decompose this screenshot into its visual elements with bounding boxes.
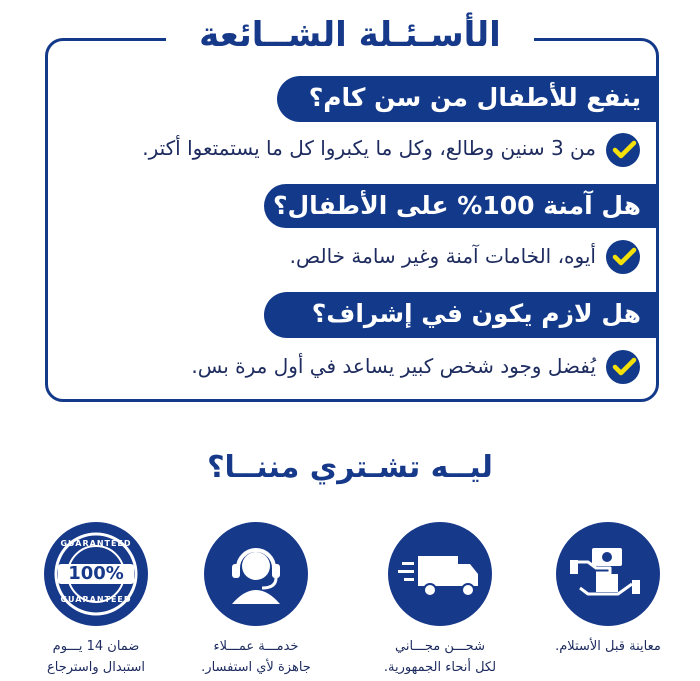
- why-title: ليــه تشـتري مننــا؟: [207, 450, 493, 485]
- feature-support-line1: خدمـــة عمـــلاء: [213, 639, 299, 654]
- customer-support-headset-icon: [204, 522, 308, 626]
- faq-answer-3: يُفضل وجود شخص كبير يساعد في أول مرة بس.: [191, 354, 596, 378]
- guarantee-seal-icon: [44, 522, 148, 626]
- faq-question-3: هل لازم يكون في إشراف؟: [264, 292, 659, 338]
- feature-shipping: [370, 522, 510, 678]
- check-icon: [606, 350, 640, 384]
- feature-guarantee-line2: استبدال واسترجاع: [47, 660, 145, 675]
- faq-answer-2: أيوه، الخامات آمنة وغير سامة خالص.: [289, 244, 596, 268]
- feature-inspection: [538, 522, 678, 657]
- feature-support: [186, 522, 326, 678]
- feature-shipping-line2: لكل أنحاء الجمهورية.: [383, 660, 497, 675]
- delivery-truck-icon: [388, 522, 492, 626]
- check-icon: [606, 240, 640, 274]
- feature-guarantee-line1: ضمان 14 يـــوم: [52, 639, 140, 654]
- faq-question-2: هل آمنة 100% على الأطفال؟: [264, 184, 659, 228]
- check-icon: [606, 133, 640, 167]
- feature-inspection-line1: معاينة قبل الأستلام.: [555, 639, 661, 654]
- seal-ring-text-bottom: GUARANTEED: [60, 595, 132, 604]
- seal-ring-text-top: GUARANTEED: [60, 539, 132, 548]
- hand-money-box-icon: [556, 522, 660, 626]
- faq-title: الأسـئـلة الشــائعة: [166, 12, 534, 58]
- seal-text: 100%: [68, 563, 124, 584]
- feature-shipping-line1: شحـــن مجـــاني: [395, 639, 485, 654]
- feature-guarantee: [26, 522, 166, 678]
- faq-answer-1: من 3 سنين وطالع، وكل ما يكبروا كل ما يستمتعوا أكتر.: [142, 136, 596, 160]
- feature-support-line2: جاهزة لأي استفسار.: [201, 660, 311, 675]
- faq-question-1: ينفع للأطفال من سن كام؟: [277, 76, 659, 122]
